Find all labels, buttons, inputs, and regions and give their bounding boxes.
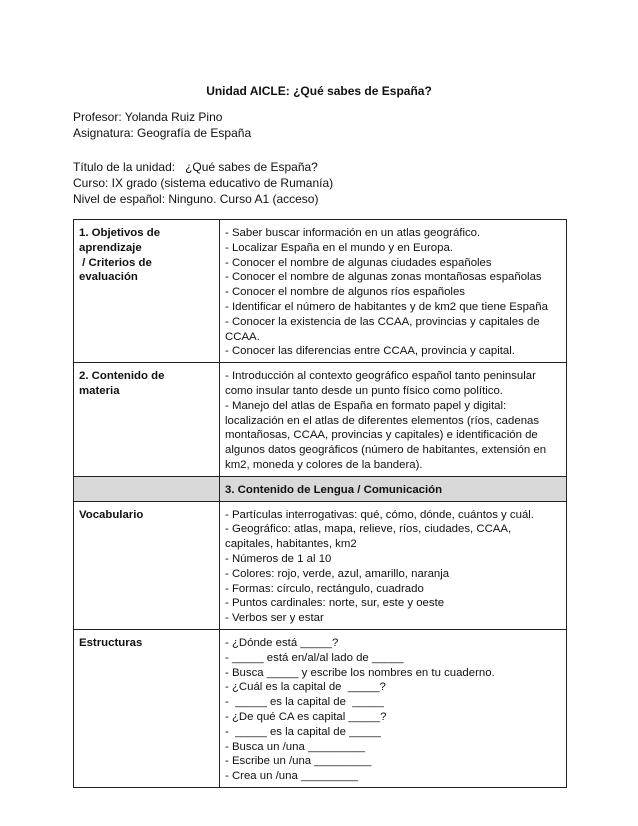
asignatura-line: Asignatura: Geografía de España: [73, 126, 252, 140]
label-line: / Criterios de: [79, 256, 152, 269]
table-row-lengua-header: [74, 476, 567, 501]
unit-info: [73, 159, 333, 207]
list-item: - Puntos cardinales: norte, sur, este y oeste: [225, 597, 445, 610]
objetivos-content: [220, 220, 567, 363]
list-item: - Conocer el nombre de algunas zonas montañosas españolas: [225, 271, 542, 284]
list-item: - Escribe un /una _________: [225, 755, 372, 768]
label-line: materia: [79, 384, 120, 397]
list-item: localización en el atlas de diferentes elementos (ríos, cadenas: [225, 414, 540, 427]
estructuras-label: Estructuras: [74, 629, 220, 787]
label-line: evaluación: [79, 271, 138, 284]
list-item: - _____ está en/al/al lado de _____: [225, 651, 404, 664]
list-item: - Conocer el nombre de algunos ríos españoles: [225, 286, 465, 299]
list-item: - ¿Dónde está _____?: [225, 636, 339, 649]
list-item: CCAA.: [225, 330, 260, 343]
list-item: - _____ es la capital de _____: [225, 696, 384, 709]
titulo-line: [73, 159, 333, 175]
contenido-materia-label: [74, 363, 220, 477]
list-item: - ¿Cuál es la capital de _____?: [225, 681, 386, 694]
titulo-value: ¿Qué sabes de España?: [185, 160, 318, 174]
list-item: - Localizar España en el mundo y en Europa.: [225, 241, 453, 254]
list-item: - Crea un /una _________: [225, 770, 358, 783]
list-item: - Saber buscar información en un atlas geográfico.: [225, 227, 481, 239]
vocabulario-content: [220, 501, 567, 629]
list-item: algunos datos geográficos (número de habitantes, extensión en: [225, 444, 547, 457]
unit-table: [73, 219, 567, 788]
teacher-info: [73, 109, 251, 141]
label-line: 2. Contenido de: [79, 370, 165, 383]
list-item: - Verbos ser y estar: [225, 612, 324, 625]
list-item: - Números de 1 al 10: [225, 552, 332, 565]
list-item: - Conocer las diferencias entre CCAA, provincia y capital.: [225, 345, 515, 358]
label-line: 1. Objetivos de: [79, 227, 161, 239]
lengua-header: 3. Contenido de Lengua / Comunicación: [220, 476, 567, 501]
list-item: - Geográfico: atlas, mapa, relieve, ríos, ciudades, CCAA,: [225, 523, 512, 536]
list-item: - Formas: círculo, rectángulo, cuadrado: [225, 582, 424, 595]
list-item: como insular tanto desde un punto físico como político.: [225, 384, 503, 397]
list-item: - Introducción al contexto geográfico español tanto peninsular: [225, 370, 536, 383]
profesor-line: Profesor: Yolanda Ruiz Pino: [73, 110, 223, 124]
table-row-estructuras: [74, 629, 567, 787]
list-item: - Busca _____ y escribe los nombres en tu cuaderno.: [225, 666, 495, 679]
list-item: - Conocer la existencia de las CCAA, provincias y capitales de: [225, 315, 540, 328]
table-row-vocabulario: [74, 501, 567, 629]
table-row-contenido-materia: [74, 363, 567, 477]
contenido-materia-content: [220, 363, 567, 477]
list-item: - ¿De qué CA es capital _____?: [225, 710, 387, 723]
estructuras-content: [220, 629, 567, 787]
empty-grey-cell: [74, 476, 220, 501]
list-item: - Conocer el nombre de algunas ciudades españoles: [225, 256, 492, 269]
list-item: - _____ es la capital de _____: [225, 725, 381, 738]
list-item: - Partículas interrogativas: qué, cómo, dónde, cuántos y cuál.: [225, 508, 534, 521]
list-item: - Identificar el número de habitantes y de km2 que tiene España: [225, 300, 548, 313]
label-line: aprendizaje: [79, 241, 142, 254]
table-row-objetivos: [74, 220, 567, 363]
list-item: capitales, habitantes, km2: [225, 538, 357, 551]
list-item: km2, moneda y colores de la bandera).: [225, 458, 423, 471]
curso-line: Curso: IX grado (sistema educativo de Rumanía): [73, 176, 334, 190]
list-item: montañosas, CCAA, provincias y capitales) e identificación de: [225, 429, 538, 442]
list-item: - Busca un /una _________: [225, 740, 365, 753]
list-item: - Colores: rojo, verde, azul, amarillo, naranja: [225, 567, 450, 580]
nivel-line: Nivel de español: Ninguno. Curso A1 (acceso): [73, 192, 319, 206]
document-title: Unidad AICLE: ¿Qué sabes de España?: [206, 84, 432, 98]
list-item: - Manejo del atlas de España en formato papel y digital:: [225, 399, 507, 412]
titulo-label: Título de la unidad:: [73, 160, 176, 174]
objetivos-label: [74, 220, 220, 363]
vocabulario-label: Vocabulario: [74, 501, 220, 629]
